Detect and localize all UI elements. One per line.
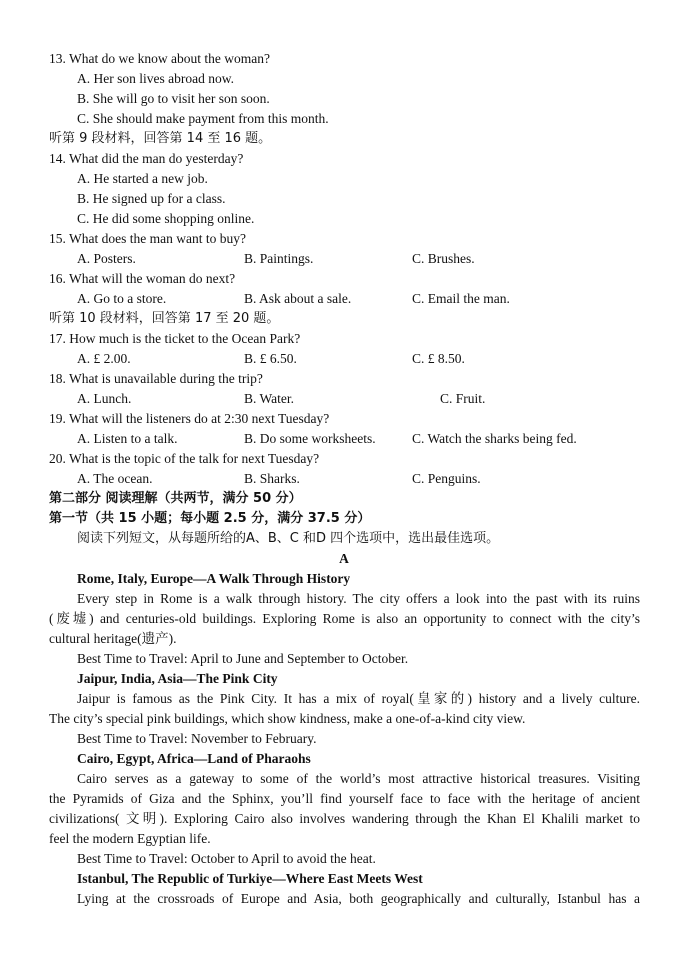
cairo-paragraph-line: the Pyramids of Giza and the Sphinx, you’ll find yourself face to face with the heritage of ancient [49,791,640,806]
question-15-option-b: B. Paintings. [244,251,314,266]
question-17-stem: 17. How much is the ticket to the Ocean Park? [49,331,301,346]
question-19-stem: 19. What will the listeners do at 2:30 next Tuesday? [49,411,330,426]
question-13-option-b: B. She will go to visit her son soon. [77,91,270,106]
passage-letter: A [339,551,349,566]
question-13-option-c: C. She should make payment from this month. [77,111,329,126]
question-17-option-c: C. £ 8.50. [412,351,465,366]
cairo-paragraph-line: Cairo serves as a gateway to some of the world’s most attractive historical treasures. Visiting [77,771,640,786]
jaipur-best-time: Best Time to Travel: November to February. [77,731,317,746]
question-18-stem: 18. What is unavailable during the trip? [49,371,263,386]
section-one-title: 第一节（共 15 小题；每小题 2.5 分，满分 37.5 分） [49,511,371,526]
istanbul-paragraph-line: Lying at the crossroads of Europe and Asia, both geographically and culturally, Istanbul has a [77,891,640,906]
passage-10-instruction: 听第 10 段材料，回答第 17 至 20 题。 [49,311,280,326]
question-18-option-b: B. Water. [244,391,295,406]
question-13-option-a: A. Her son lives abroad now. [77,71,234,86]
rome-paragraph-line: Every step in Rome is a walk through history. The city offers a look into the past with its ruins [77,591,640,606]
question-14-stem: 14. What did the man do yesterday? [49,151,244,166]
question-15-option-a: A. Posters. [77,251,136,266]
question-20-option-c: C. Penguins. [412,471,481,486]
question-17-option-b: B. £ 6.50. [244,351,297,366]
question-16-option-b: B. Ask about a sale. [244,291,352,306]
rome-paragraph-line: cultural heritage(遗产). [49,631,177,646]
question-16-option-c: C. Email the man. [412,291,510,306]
rome-paragraph-line: (废墟) and centuries-old buildings. Exploring Rome is also an opportunity to connect with the city’s [49,611,640,626]
question-20-stem: 20. What is the topic of the talk for next Tuesday? [49,451,320,466]
question-20-option-a: A. The ocean. [77,471,153,486]
cairo-best-time: Best Time to Travel: October to April to avoid the heat. [77,851,376,866]
question-18-option-c: C. Fruit. [440,391,486,406]
question-14-option-a: A. He started a new job. [77,171,208,186]
istanbul-heading: Istanbul, The Republic of Turkiye—Where East Meets West [77,871,423,886]
rome-best-time: Best Time to Travel: April to June and September to October. [77,651,409,666]
cairo-heading: Cairo, Egypt, Africa—Land of Pharaohs [77,751,311,766]
question-19-option-b: B. Do some worksheets. [244,431,376,446]
question-17-option-a: A. £ 2.00. [77,351,131,366]
rome-heading: Rome, Italy, Europe—A Walk Through History [77,571,351,586]
part-two-title: 第二部分 阅读理解（共两节，满分 50 分） [49,491,302,506]
jaipur-heading: Jaipur, India, Asia—The Pink City [77,671,278,686]
question-15-stem: 15. What does the man want to buy? [49,231,246,246]
question-20-option-b: B. Sharks. [244,471,300,486]
question-18-option-a: A. Lunch. [77,391,132,406]
jaipur-paragraph-line: The city’s special pink buildings, which show kindness, make a one-of-a-kind city view. [49,711,526,726]
question-16-stem: 16. What will the woman do next? [49,271,236,286]
question-19-option-c: C. Watch the sharks being fed. [412,431,577,446]
cairo-paragraph-line: civilizations( 文明). Exploring Cairo also involves wandering through the Khan El Khalili market to [49,811,640,826]
passage-9-instruction: 听第 9 段材料，回答第 14 至 16 题。 [49,131,272,146]
question-14-option-c: C. He did some shopping online. [77,211,255,226]
question-19-option-a: A. Listen to a talk. [77,431,178,446]
cairo-paragraph-line: feel the modern Egyptian life. [49,831,211,846]
question-14-option-b: B. He signed up for a class. [77,191,226,206]
jaipur-paragraph-line: Jaipur is famous as the Pink City. It has a mix of royal(皇家的) history and a lively culture. [77,691,640,706]
question-13-stem: 13. What do we know about the woman? [49,51,270,66]
reading-instruction: 阅读下列短文，从每题所给的A、B、C 和D 四个选项中，选出最佳选项。 [77,531,500,546]
question-16-option-a: A. Go to a store. [77,291,167,306]
question-15-option-c: C. Brushes. [412,251,475,266]
